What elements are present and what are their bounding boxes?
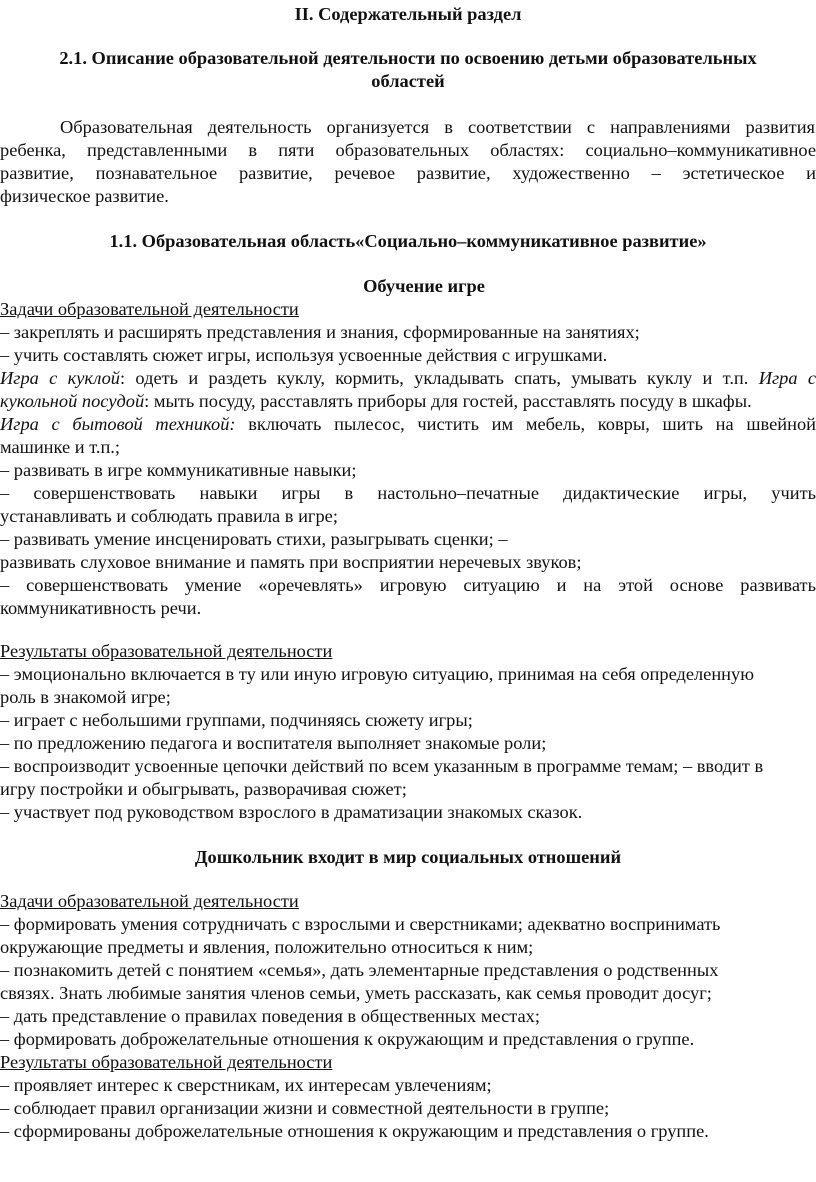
task-item-cont: окружающие предметы и явления, положительно относиться к ним; bbox=[0, 937, 534, 957]
task-item: – развивать умение инсценировать стихи, разыгрывать сценки; – bbox=[0, 529, 508, 549]
result-item: – сформированы доброжелательные отношения к окружающим и представления о группе. bbox=[0, 1121, 709, 1141]
intro-line: физическое развитие. bbox=[0, 186, 169, 206]
task-item: – развивать в игре коммуникативные навыки; bbox=[0, 460, 357, 480]
task-item: – формировать умения сотрудничать с взрослыми и сверстниками; адекватно воспринимать bbox=[0, 914, 721, 934]
task-item: – закреплять и расширять представления и знания, сформированные на занятиях; bbox=[0, 322, 640, 342]
task-item: – дать представление о правилах поведения в общественных местах; bbox=[0, 1006, 540, 1026]
result-item-cont: роль в знакомой игре; bbox=[0, 687, 171, 707]
result-item: – эмоционально включается в ту или иную игровую ситуацию, принимая на себя определенную bbox=[0, 664, 754, 684]
result-item: – воспроизводит усвоенные цепочки действий по всем указанным в программе темам; – вводит в bbox=[0, 756, 764, 776]
task-item: – формировать доброжелательные отношения к окружающим и представления о группе. bbox=[0, 1029, 695, 1049]
result-item: – проявляет интерес к сверстникам, их интересам увлечениям; bbox=[0, 1075, 492, 1095]
game-title: Обучение игре bbox=[363, 276, 485, 296]
task-item-cont: связях. Знать любимые занятия членов семьи, уметь рассказать, как семья проводит досуг; bbox=[0, 983, 712, 1003]
subsection-title: 2.1. Описание образовательной деятельности по освоению детьми образовательных bbox=[59, 48, 757, 68]
result-item: – по предложению педагога и воспитателя выполняет знакомые роли; bbox=[0, 733, 547, 753]
result-item-cont: игру постройки и обыгрывать, разворачивая сюжет; bbox=[0, 779, 407, 799]
task-item-doll: Игра с куклой: одеть и раздеть куклу, кормить, укладывать спать, умывать куклу и т.п. Игра с bbox=[0, 368, 816, 388]
task-item-cont: коммуникативность речи. bbox=[0, 598, 202, 618]
intro-line: ребенка, представленными в пяти образовательных областях: социально–коммуникативное bbox=[0, 140, 816, 160]
task-item: – учить составлять сюжет игры, используя усвоенные действия с игрушками. bbox=[0, 345, 608, 365]
section-title: II. Содержательный раздел bbox=[294, 4, 522, 24]
subsection-title-cont: областей bbox=[371, 71, 445, 91]
task-item: – совершенствовать умение «оречевлять» игровую ситуацию и на этой основе развивать bbox=[0, 575, 816, 595]
social-title: Дошкольник входит в мир социальных отношений bbox=[194, 847, 622, 867]
area-title: 1.1. Образовательная область«Социально–коммуникативное развитие» bbox=[109, 231, 707, 251]
task-item: – совершенствовать навыки игры в настольно–печатные дидактические игры, учить bbox=[0, 483, 816, 503]
task-item: – познакомить детей с понятием «семья», дать элементарные представления о родственных bbox=[0, 960, 719, 980]
task-item-appliance: Игра с бытовой техникой: включать пылесос, чистить им мебель, ковры, шить на швейной bbox=[0, 414, 816, 434]
task-item-appliance-cont: машинке и т.п.; bbox=[0, 437, 120, 457]
tasks-heading: Задачи образовательной деятельности bbox=[0, 299, 299, 319]
result-item: – участвует под руководством взрослого в драматизации знакомых сказок. bbox=[0, 802, 583, 822]
results-heading: Результаты образовательной деятельности bbox=[0, 641, 333, 661]
intro-line: развитие, познавательное развитие, речевое развитие, художественно – эстетическое и bbox=[0, 163, 816, 183]
tasks-heading: Задачи образовательной деятельности bbox=[0, 891, 299, 911]
intro-line: Образовательная деятельность организуется в соответствии с направлениями развития bbox=[60, 117, 815, 137]
task-item-cont: устанавливать и соблюдать правила в игре; bbox=[0, 506, 338, 526]
results-heading: Результаты образовательной деятельности bbox=[0, 1052, 333, 1072]
result-item: – играет с небольшими группами, подчиняясь сюжету игры; bbox=[0, 710, 473, 730]
task-item: развивать слуховое внимание и память при восприятии неречевых звуков; bbox=[0, 552, 582, 572]
result-item: – соблюдает правил организации жизни и совместной деятельности в группе; bbox=[0, 1098, 610, 1118]
task-item-dishes: кукольной посудой: мыть посуду, расставлять приборы для гостей, расставлять посуду в шкафы. bbox=[0, 391, 752, 411]
